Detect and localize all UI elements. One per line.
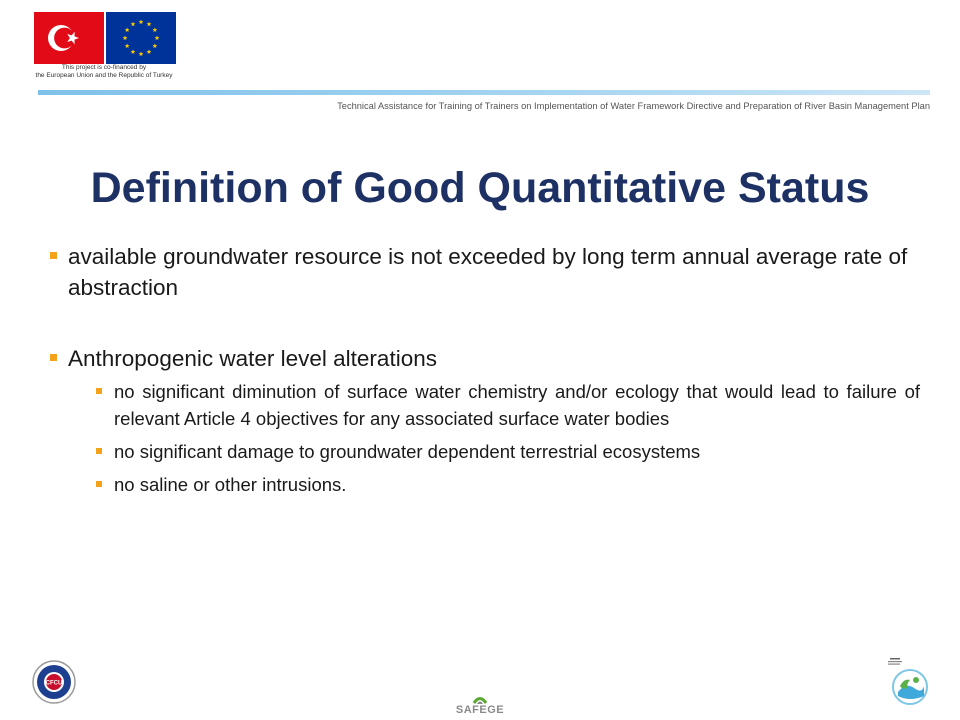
safege-logo: [446, 692, 514, 716]
header-divider: [38, 90, 930, 95]
sub-bullet-text: no significant diminution of surface water chemistry and/or ecology that would lead to failure of relevant Article 4 objectives for any associated surface water bodies: [114, 381, 920, 429]
bullet-text: Anthropogenic water level alterations: [68, 346, 437, 371]
eu-flag-icon: [106, 12, 176, 64]
bullet-square-icon: [96, 448, 102, 454]
cfcu-logo-icon: [32, 660, 76, 704]
bullet-square-icon: [50, 252, 57, 259]
sub-bullet-text: no significant damage to groundwater dependent terrestrial ecosystems: [114, 441, 701, 462]
slide-title: Definition of Good Quantitative Status: [90, 164, 870, 212]
bullet-square-icon: [96, 388, 102, 394]
sub-bullet-text: no saline or other intrusions.: [114, 474, 347, 495]
ministry-logo-icon: [884, 656, 932, 706]
bullet-square-icon: [96, 481, 102, 487]
sub-bullet-item: [96, 438, 920, 465]
bullet-item: [50, 343, 920, 498]
cofinancing-line-2: the European Union and the Republic of Turkey: [35, 71, 173, 79]
sub-bullet-item: [96, 471, 920, 498]
safege-logo-text: SAFEGE: [455, 704, 505, 716]
cofinancing-note: [24, 64, 184, 79]
cofinancing-line-1: This project is co-financed by: [61, 64, 147, 71]
cofinancing-flags: [34, 12, 176, 70]
bullet-item: [50, 241, 920, 303]
slide-content: [50, 241, 920, 498]
svg-text:CFCU: CFCU: [45, 680, 63, 687]
project-title: Technical Assistance for Training of Trainers on Implementation of Water Framework Directive and Preparation of River Basin Management Plan: [337, 101, 930, 111]
bullet-square-icon: [50, 354, 57, 361]
sub-bullet-item: [96, 378, 920, 432]
bullet-text: available groundwater resource is not exceeded by long term annual average rate of abstraction: [68, 244, 908, 300]
turkey-flag-icon: [34, 12, 104, 64]
